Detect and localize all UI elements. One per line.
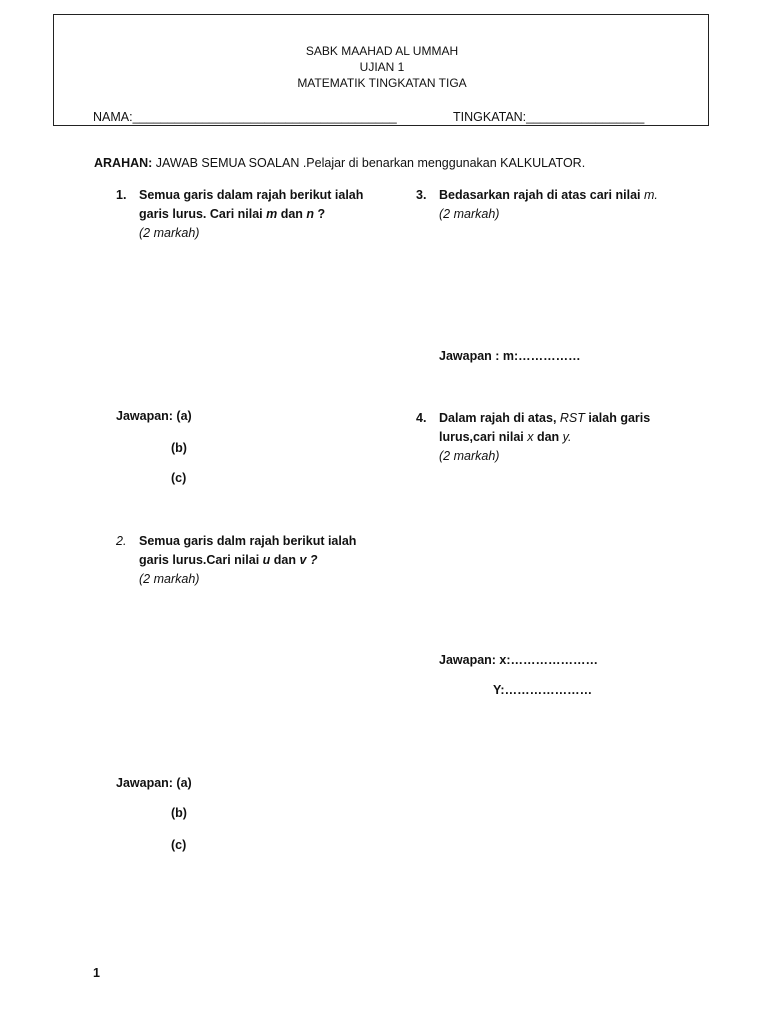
question-1-marks: (2 markah) — [139, 226, 200, 240]
question-2-answer-a: Jawapan: (a) — [116, 776, 192, 790]
question-4-number: 4. — [416, 411, 427, 425]
question-1-number: 1. — [116, 188, 127, 202]
question-1-answer-a: Jawapan: (a) — [116, 409, 192, 423]
question-2-line-2: garis lurus.Cari nilai u dan v ? — [139, 553, 318, 567]
question-1-answer-b: (b) — [171, 441, 187, 455]
page-number: 1 — [93, 966, 100, 980]
question-1-line-2: garis lurus. Cari nilai m dan n ? — [139, 207, 326, 221]
question-2 — [116, 532, 376, 592]
question-1 — [116, 186, 376, 246]
instructions — [94, 156, 585, 170]
school-name: SABK MAAHAD AL UMMAH — [305, 44, 459, 58]
question-4-line-1: Dalam rajah di atas, RST ialah garis — [439, 411, 651, 425]
question-2-answer-b: (b) — [171, 806, 187, 820]
exam-title: UJIAN 1 — [359, 60, 405, 74]
name-field-label: NAMA:______________________________________ — [93, 110, 397, 124]
question-2-answer-c: (c) — [171, 838, 187, 852]
question-2-line-1: Semua garis dalm rajah berikut ialah — [139, 534, 357, 548]
class-field-label: TINGKATAN:_________________ — [453, 110, 645, 124]
question-1-line-1: Semua garis dalam rajah berikut ialah — [139, 188, 364, 202]
subject-title: MATEMATIK TINGKATAN TIGA — [297, 76, 467, 90]
question-4-answer-y: Y:………………… — [493, 683, 593, 697]
question-4 — [416, 409, 706, 469]
question-2-marks: (2 markah) — [139, 572, 200, 586]
question-3-number: 3. — [416, 188, 427, 202]
instructions-text: JAWAB SEMUA SOALAN .Pelajar di benarkan menggunakan KALKULATOR. — [152, 156, 586, 170]
question-4-answer-x: Jawapan: x:………………… — [439, 653, 599, 667]
question-3-line-1: Bedasarkan rajah di atas cari nilai m. — [439, 188, 658, 202]
question-4-line-2: lurus,cari nilai x dan y. — [439, 430, 572, 444]
header-box — [53, 14, 709, 126]
question-3-answer: Jawapan : m:…………… — [439, 349, 581, 363]
question-2-number: 2. — [116, 534, 127, 548]
question-4-marks: (2 markah) — [439, 449, 500, 463]
question-3 — [416, 186, 706, 226]
instructions-label: ARAHAN: — [94, 156, 153, 170]
question-1-answer-c: (c) — [171, 471, 187, 485]
question-3-marks: (2 markah) — [439, 207, 500, 221]
